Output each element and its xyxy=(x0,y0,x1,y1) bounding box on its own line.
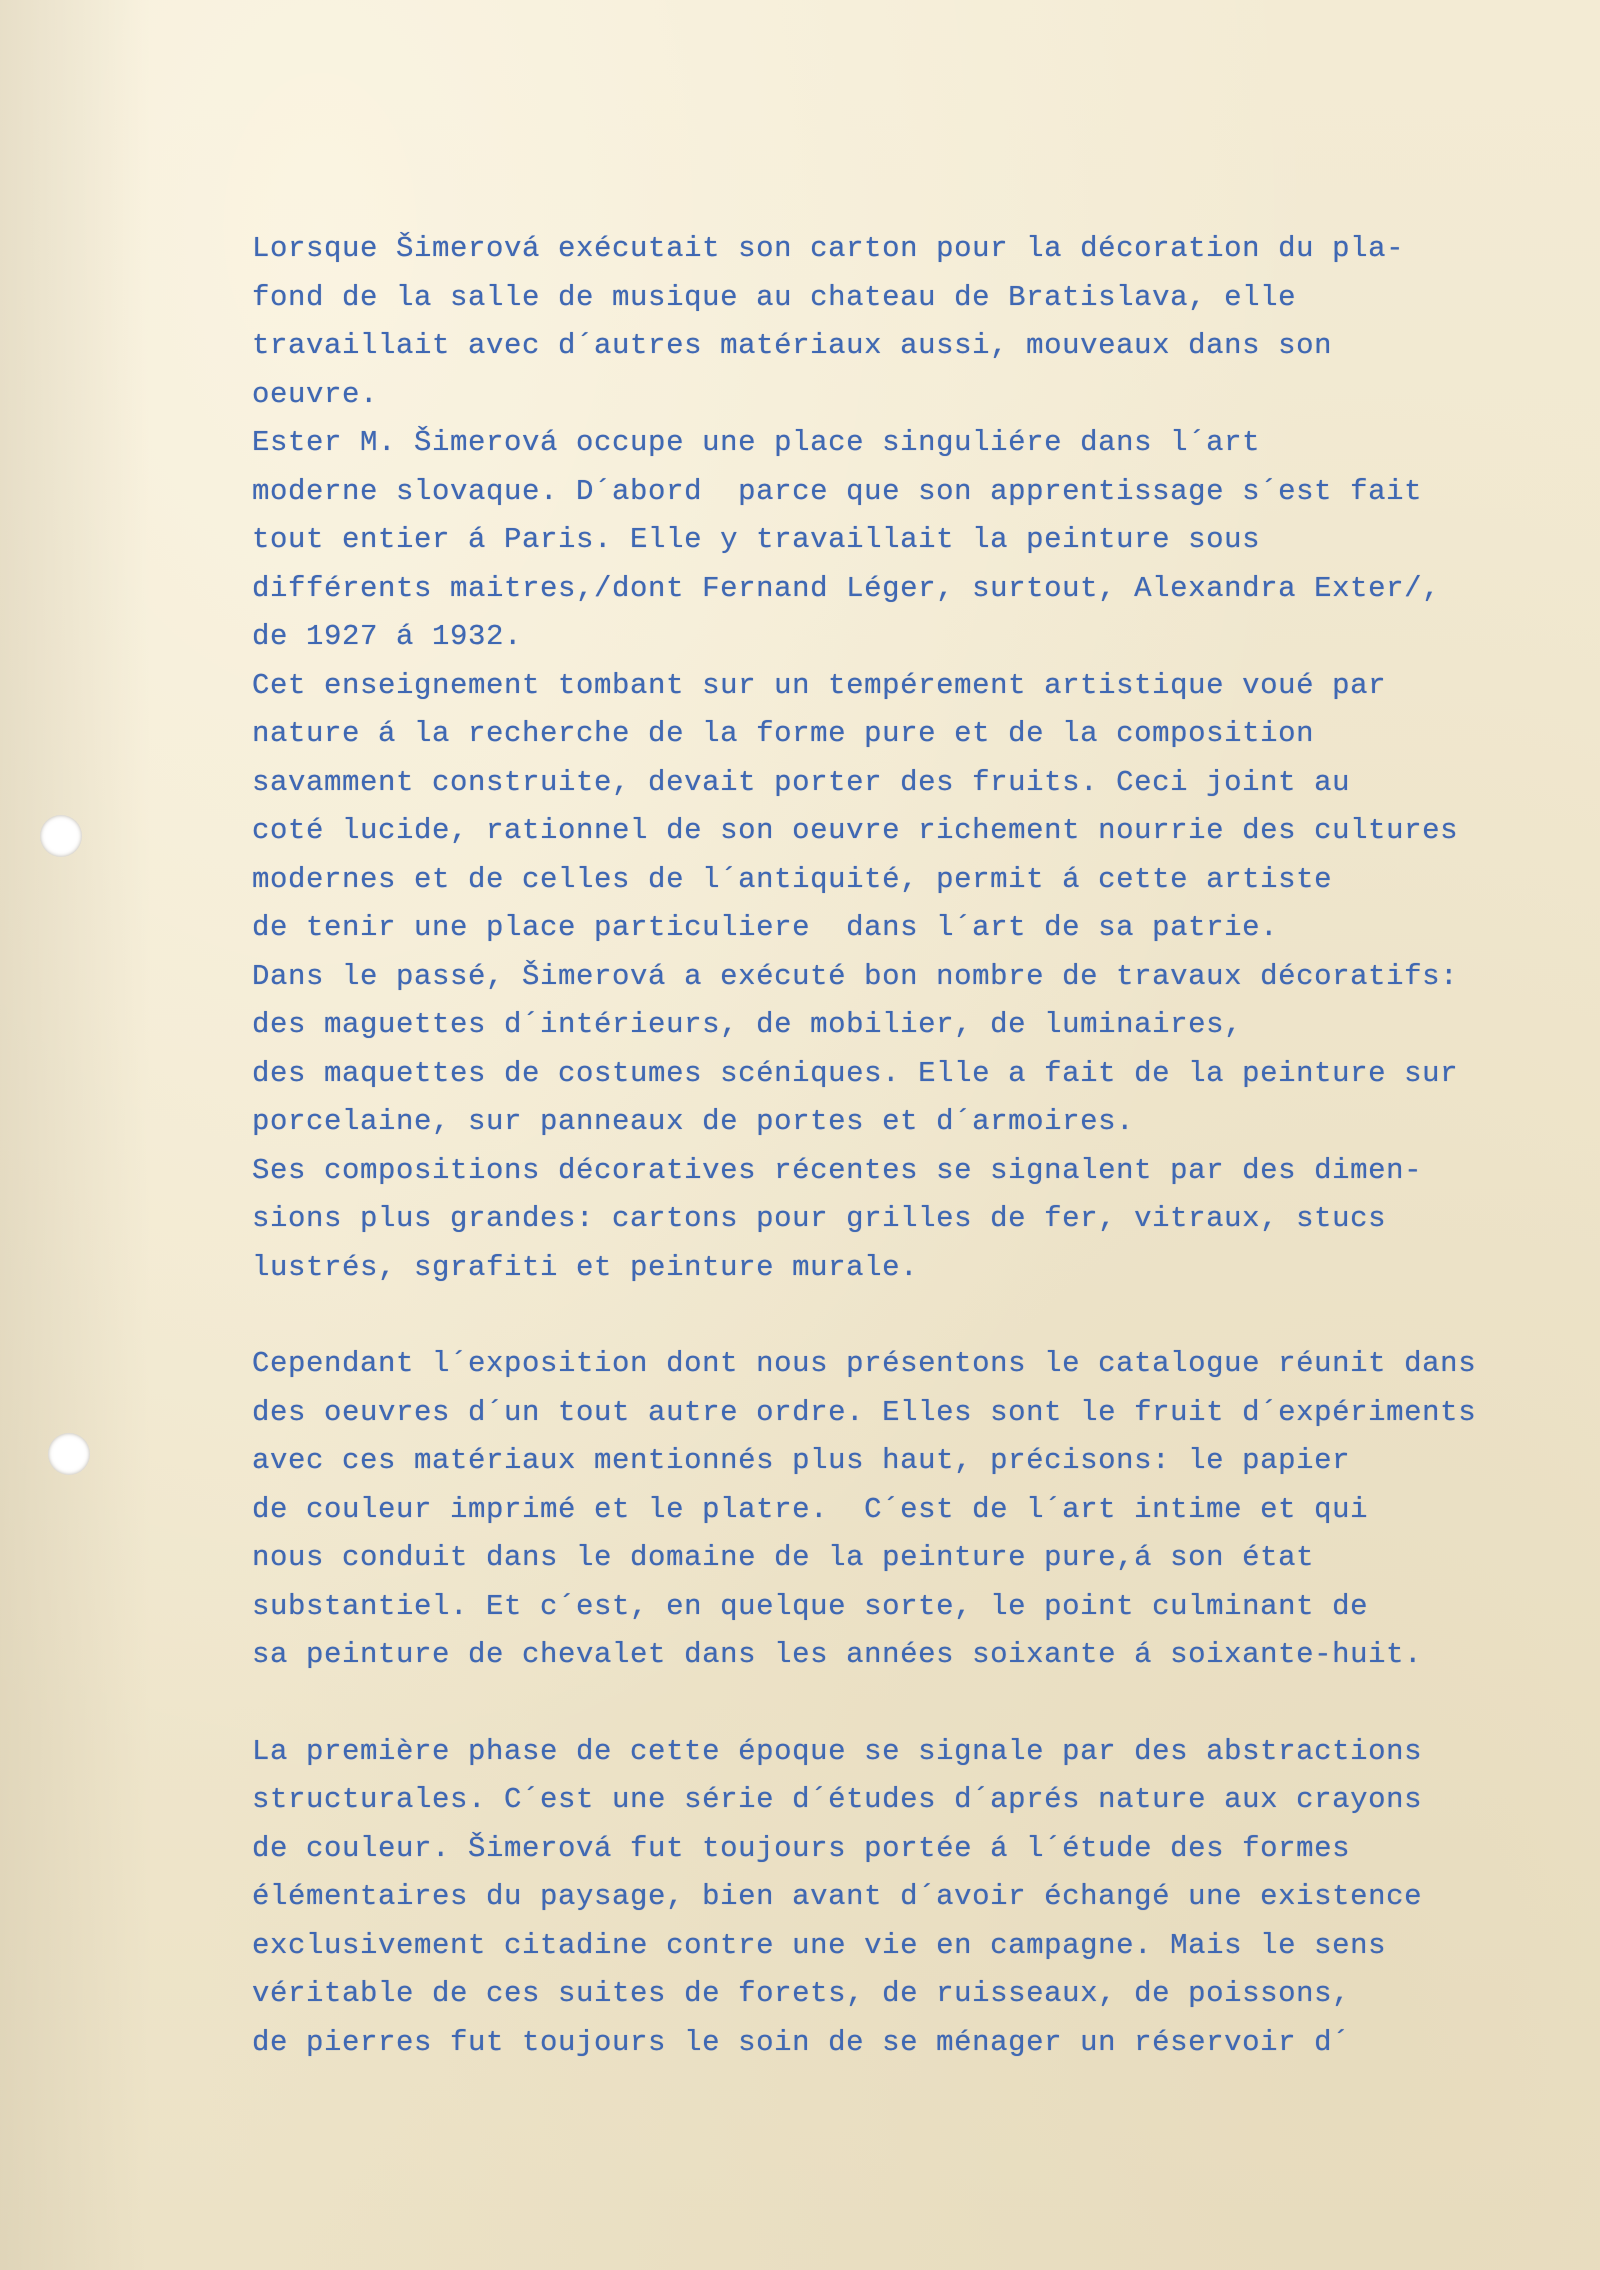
text-line: Cependant l´exposition dont nous présentons le catalogue réunit dans xyxy=(252,1347,1477,1380)
text-line: modernes et de celles de l´antiquité, permit á cette artiste xyxy=(252,862,1333,896)
text-line: avec ces matériaux mentionnés plus haut, précisons: le papier xyxy=(252,1444,1351,1477)
text-line: oeuvre. xyxy=(252,377,379,411)
text-line: différents maitres,/dont Fernand Léger, surtout, Alexandra Exter/, xyxy=(252,571,1441,605)
text-line: de couleur. Šimerová fut toujours portée á l´étude des formes xyxy=(252,1831,1351,1865)
paragraph-1 xyxy=(252,225,1572,1292)
text-line: des maguettes d´intérieurs, de mobilier, de luminaires, xyxy=(252,1008,1243,1041)
text-line: nature á la recherche de la forme pure et de la composition xyxy=(252,717,1315,750)
text-line: coté lucide, rationnel de son oeuvre richement nourrie des cultures xyxy=(252,814,1459,847)
paper-fold-shadow xyxy=(0,0,150,2270)
paragraph-2 xyxy=(252,1340,1572,1680)
text-line: Lorsque Šimerová exécutait son carton pour la décoration du pla- xyxy=(252,232,1405,265)
text-line: fond de la salle de musique au chateau de Bratislava, elle xyxy=(252,280,1297,314)
text-line: Ester M. Šimerová occupe une place singuliére dans l´art xyxy=(252,426,1261,459)
text-line: des maquettes de costumes scéniques. Elle a fait de la peinture sur xyxy=(252,1056,1459,1090)
text-line: lustrés, sgrafiti et peinture murale. xyxy=(252,1250,919,1284)
text-line: Cet enseignement tombant sur un tempérement artistique voué par xyxy=(252,668,1387,702)
text-line: élémentaires du paysage, bien avant d´avoir échangé une existence xyxy=(252,1880,1423,1913)
text-line: de couleur imprimé et le platre. C´est de l´art intime et qui xyxy=(252,1492,1369,1526)
text-line: véritable de ces suites de forets, de ruisseaux, de poissons, xyxy=(252,1977,1351,2010)
text-line: sions plus grandes: cartons pour grilles de fer, vitraux, stucs xyxy=(252,1202,1387,1235)
text-line: porcelaine, sur panneaux de portes et d´armoires. xyxy=(252,1105,1135,1138)
text-line: moderne slovaque. D´abord parce que son apprentissage s´est fait xyxy=(252,474,1423,508)
text-line: Ses compositions décoratives récentes se signalent par des dimen- xyxy=(252,1153,1423,1187)
text-line: nous conduit dans le domaine de la peinture pure,á son état xyxy=(252,1541,1315,1574)
text-line: de 1927 á 1932. xyxy=(252,620,523,653)
text-line: savamment construite, devait porter des fruits. Ceci joint au xyxy=(252,765,1351,799)
paragraph-3 xyxy=(252,1728,1572,2068)
text-line: Dans le passé, Šimerová a exécuté bon nombre de travaux décoratifs: xyxy=(252,959,1459,993)
text-line: de pierres fut toujours le soin de se ménager un réservoir d´ xyxy=(252,2025,1351,2059)
typed-text-body xyxy=(252,225,1572,2067)
text-line: des oeuvres d´un tout autre ordre. Elles sont le fruit d´expériments xyxy=(252,1395,1477,1429)
text-line: travaillait avec d´autres matériaux aussi, mouveaux dans son xyxy=(252,329,1333,362)
text-line: sa peinture de chevalet dans les années soixante á soixante-huit. xyxy=(252,1638,1423,1671)
punch-hole xyxy=(48,1433,90,1475)
punch-hole xyxy=(40,815,82,857)
text-line: substantiel. Et c´est, en quelque sorte, le point culminant de xyxy=(252,1589,1369,1623)
text-line: exclusivement citadine contre une vie en campagne. Mais le sens xyxy=(252,1928,1387,1962)
text-line: de tenir une place particuliere dans l´art de sa patrie. xyxy=(252,911,1279,944)
text-line: structurales. C´est une série d´études d´aprés nature aux crayons xyxy=(252,1783,1423,1816)
text-line: La première phase de cette époque se signale par des abstractions xyxy=(252,1734,1423,1768)
text-line: tout entier á Paris. Elle y travaillait la peinture sous xyxy=(252,523,1261,556)
